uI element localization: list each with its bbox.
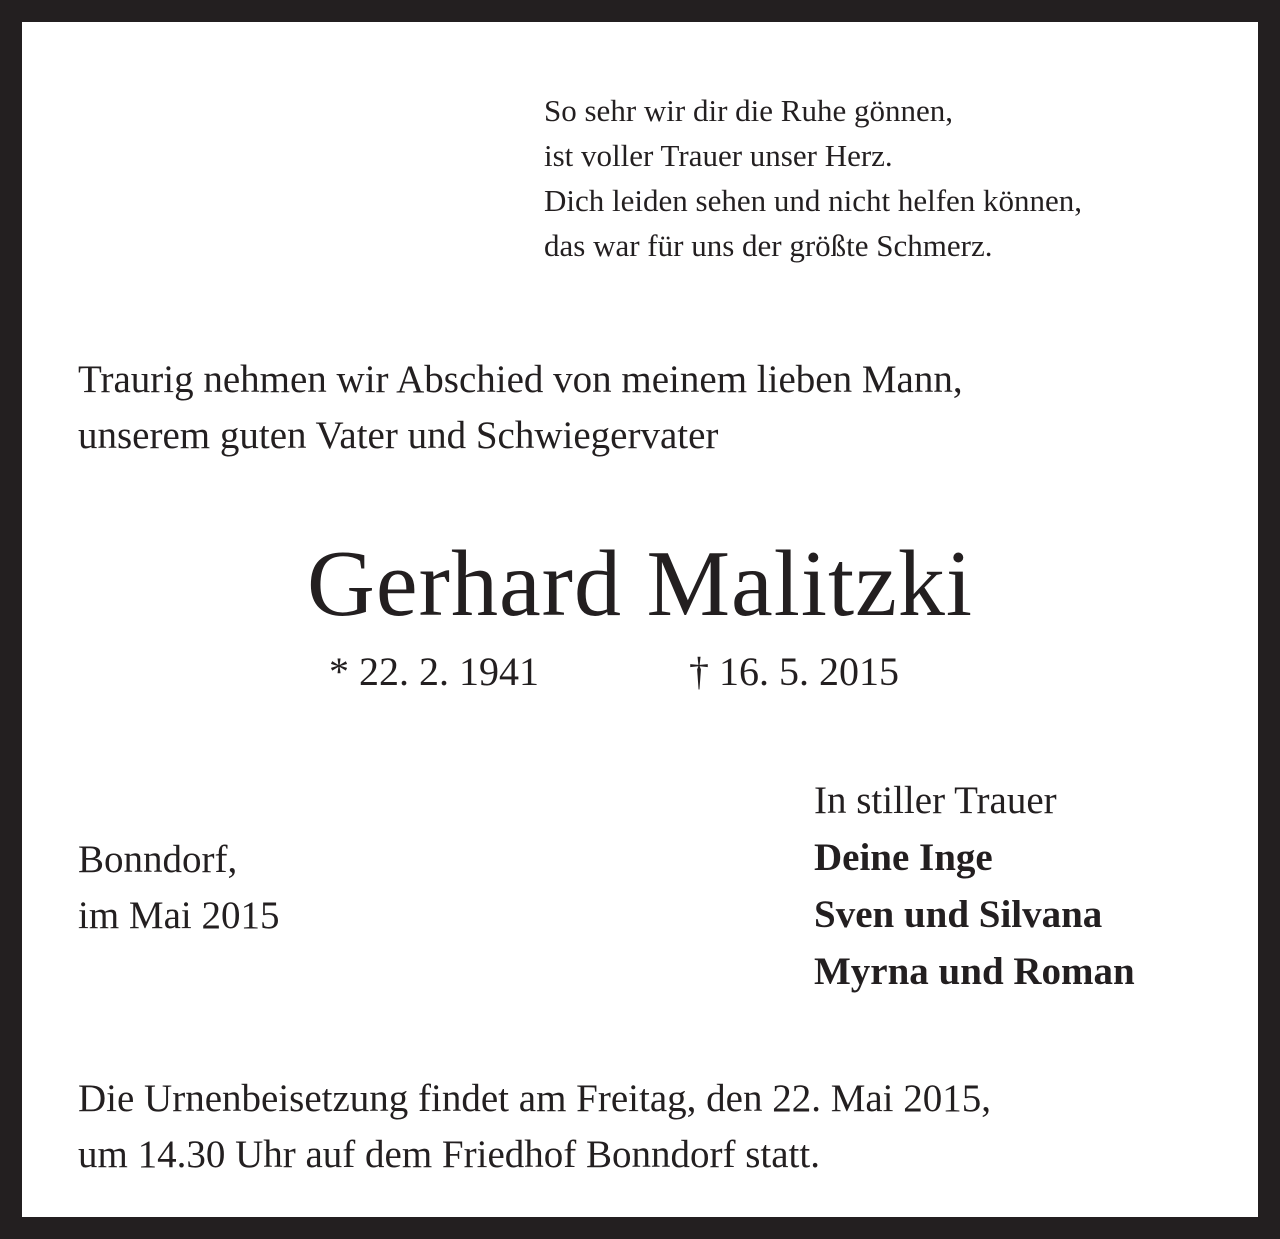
- intro-line: unserem guten Vater und Schwiegervater: [78, 414, 719, 457]
- burial-line: um 14.30 Uhr auf dem Friedhof Bonndorf statt.: [78, 1133, 820, 1176]
- burial-line: Die Urnenbeisetzung findet am Freitag, den 22. Mai 2015,: [78, 1077, 992, 1120]
- intro-line: Traurig nehmen wir Abschied von meinem lieben Mann,: [78, 358, 963, 401]
- birth-date: * 22. 2. 1941: [329, 649, 539, 694]
- poem-line: Dich leiden sehen und nicht helfen können,: [544, 183, 1083, 218]
- deceased-name: Gerhard Malitzki: [307, 532, 973, 636]
- place-and-date: [78, 832, 280, 944]
- mourner-name: Deine Inge: [814, 836, 993, 879]
- burial-info: [78, 1071, 991, 1183]
- poem-line: So sehr wir dir die Ruhe gönnen,: [544, 93, 953, 128]
- intro-text: [78, 352, 963, 464]
- mourner-name: Myrna und Roman: [814, 950, 1135, 993]
- mourner-name: Sven und Silvana: [814, 893, 1103, 936]
- poem: [544, 88, 1082, 268]
- mourners: [814, 772, 1135, 1000]
- poem-line: das war für uns der größte Schmerz.: [544, 228, 993, 263]
- mourners-heading: In stiller Trauer: [814, 779, 1057, 822]
- poem-line: ist voller Trauer unser Herz.: [544, 138, 893, 173]
- place-city: Bonndorf,: [78, 838, 238, 881]
- death-date: † 16. 5. 2015: [689, 649, 899, 694]
- place-date: im Mai 2015: [78, 894, 280, 937]
